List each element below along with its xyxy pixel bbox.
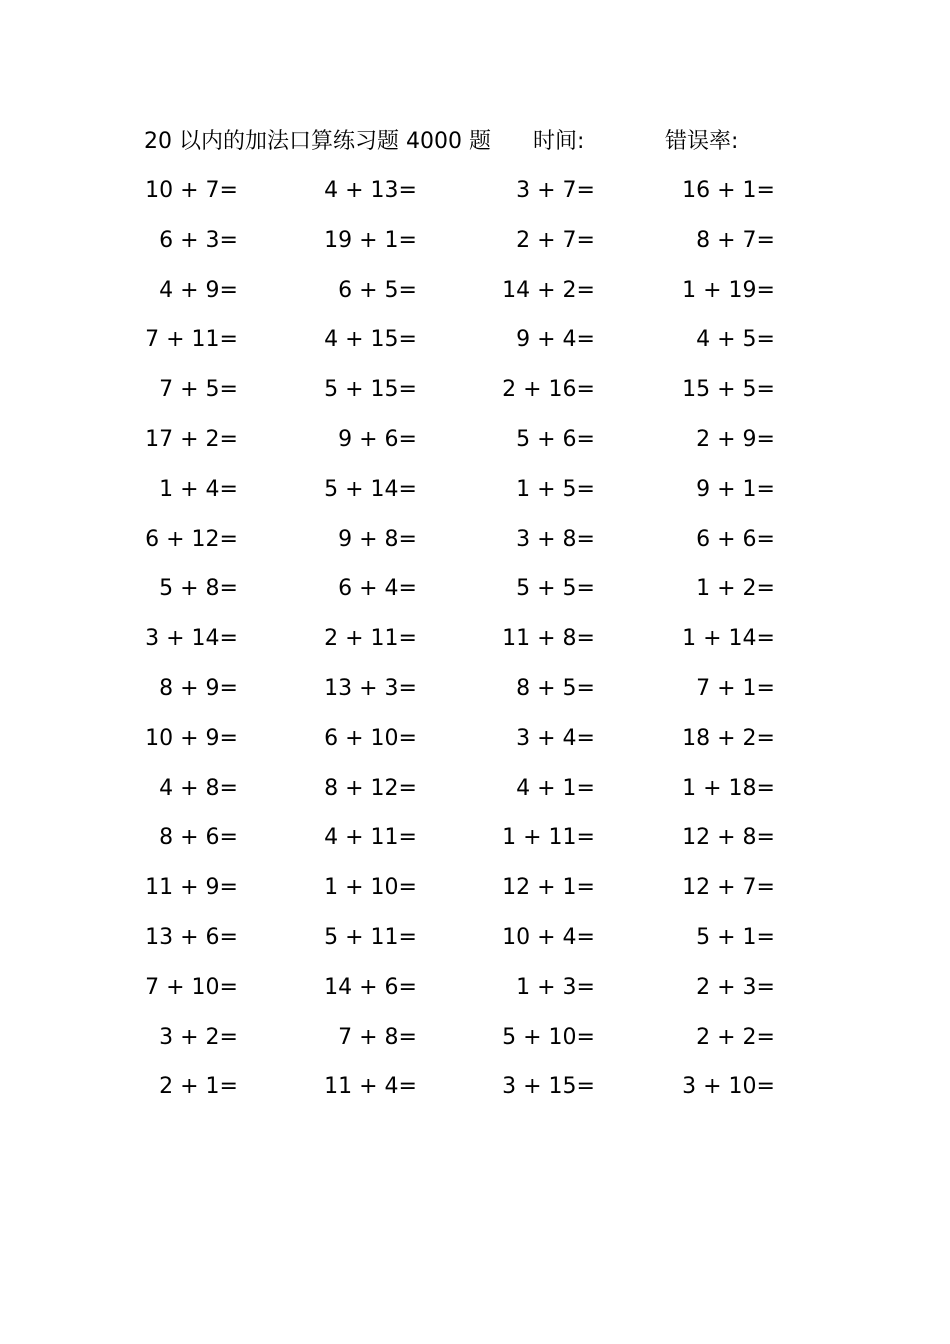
problem: 5 + 15= xyxy=(324,377,417,403)
problem-row xyxy=(0,564,950,614)
problem: 3 + 10= xyxy=(682,1074,775,1100)
problem: 4 + 1= xyxy=(516,775,595,801)
problem: 9 + 4= xyxy=(516,327,595,353)
problem: 5 + 14= xyxy=(324,476,417,502)
problem: 15 + 5= xyxy=(682,377,775,403)
problem: 11 + 8= xyxy=(502,626,595,652)
problem-row xyxy=(0,863,950,913)
problem: 2 + 3= xyxy=(696,974,775,1000)
problem: 10 + 4= xyxy=(502,925,595,950)
problem: 1 + 18= xyxy=(682,775,775,801)
problem: 1 + 2= xyxy=(696,576,775,602)
problem: 2 + 2= xyxy=(696,1024,775,1050)
problem: 7 + 10= xyxy=(145,974,238,1000)
problem: 18 + 2= xyxy=(682,725,775,751)
problem: 3 + 4= xyxy=(516,725,595,751)
problem-row xyxy=(0,813,950,863)
problem: 3 + 14= xyxy=(145,626,238,652)
problem: 7 + 8= xyxy=(338,1024,417,1050)
problem: 1 + 11= xyxy=(502,825,595,851)
problem: 1 + 4= xyxy=(159,476,238,502)
problem: 2 + 9= xyxy=(696,427,775,452)
problem-row xyxy=(0,216,950,266)
problem-row xyxy=(0,415,950,465)
time-label: 时间: xyxy=(533,129,585,154)
problem: 1 + 5= xyxy=(516,476,595,502)
problem: 12 + 1= xyxy=(502,875,595,901)
problem: 8 + 5= xyxy=(516,676,595,701)
problem: 5 + 6= xyxy=(516,427,595,452)
problem-row xyxy=(0,365,950,415)
problem-row xyxy=(0,166,950,216)
problem: 11 + 4= xyxy=(324,1074,417,1100)
problem: 6 + 6= xyxy=(696,526,775,552)
problem: 4 + 9= xyxy=(159,277,238,303)
problem: 12 + 8= xyxy=(682,825,775,851)
problem: 5 + 10= xyxy=(502,1024,595,1050)
worksheet-title: 20 以内的加法口算练习题 4000 题 xyxy=(144,129,491,154)
problem: 4 + 11= xyxy=(324,825,417,851)
problem: 9 + 8= xyxy=(338,526,417,552)
problem: 8 + 12= xyxy=(324,775,417,801)
problem: 3 + 7= xyxy=(516,178,595,203)
problem: 14 + 6= xyxy=(324,974,417,1000)
problem: 3 + 8= xyxy=(516,526,595,552)
problem: 6 + 10= xyxy=(324,725,417,751)
problem-row xyxy=(0,714,950,764)
problem: 5 + 11= xyxy=(324,925,417,950)
problem: 2 + 7= xyxy=(516,227,595,253)
worksheet-header xyxy=(0,124,950,160)
problem: 6 + 4= xyxy=(338,576,417,602)
problem: 4 + 13= xyxy=(324,178,417,203)
problem-row xyxy=(0,1013,950,1063)
problem: 4 + 15= xyxy=(324,327,417,353)
problem: 11 + 9= xyxy=(145,875,238,901)
problem: 10 + 7= xyxy=(145,178,238,203)
problem: 4 + 5= xyxy=(696,327,775,353)
problem: 3 + 2= xyxy=(159,1024,238,1050)
problem-row xyxy=(0,913,950,963)
problem: 1 + 10= xyxy=(324,875,417,901)
problem: 1 + 3= xyxy=(516,974,595,1000)
problem: 6 + 12= xyxy=(145,526,238,552)
problem-row xyxy=(0,764,950,814)
problem-row xyxy=(0,1062,950,1112)
problem: 1 + 19= xyxy=(682,277,775,303)
problem: 2 + 11= xyxy=(324,626,417,652)
problem: 3 + 15= xyxy=(502,1074,595,1100)
problem: 13 + 3= xyxy=(324,676,417,701)
problem-row xyxy=(0,963,950,1013)
problem: 14 + 2= xyxy=(502,277,595,303)
problem: 8 + 7= xyxy=(696,227,775,253)
problem: 6 + 3= xyxy=(159,227,238,253)
problem: 6 + 5= xyxy=(338,277,417,303)
problem: 8 + 6= xyxy=(159,825,238,851)
problem-row xyxy=(0,664,950,714)
problem: 10 + 9= xyxy=(145,725,238,751)
problem: 12 + 7= xyxy=(682,875,775,901)
problem: 5 + 1= xyxy=(696,925,775,950)
problem-row xyxy=(0,315,950,365)
problem: 7 + 1= xyxy=(696,676,775,701)
problem: 1 + 14= xyxy=(682,626,775,652)
problem-row xyxy=(0,515,950,565)
problem-row xyxy=(0,266,950,316)
problem-row xyxy=(0,465,950,515)
problem: 13 + 6= xyxy=(145,925,238,950)
problem: 2 + 16= xyxy=(502,377,595,403)
error-rate-label: 错误率: xyxy=(665,129,739,154)
problem: 16 + 1= xyxy=(682,178,775,203)
problem: 7 + 5= xyxy=(159,377,238,403)
problem-grid xyxy=(0,166,950,1116)
problem: 7 + 11= xyxy=(145,327,238,353)
problem: 19 + 1= xyxy=(324,227,417,253)
problem: 2 + 1= xyxy=(159,1074,238,1100)
problem: 9 + 6= xyxy=(338,427,417,452)
problem: 5 + 8= xyxy=(159,576,238,602)
problem-row xyxy=(0,614,950,664)
problem: 5 + 5= xyxy=(516,576,595,602)
problem: 4 + 8= xyxy=(159,775,238,801)
problem: 9 + 1= xyxy=(696,476,775,502)
problem: 8 + 9= xyxy=(159,676,238,701)
problem: 17 + 2= xyxy=(145,427,238,452)
